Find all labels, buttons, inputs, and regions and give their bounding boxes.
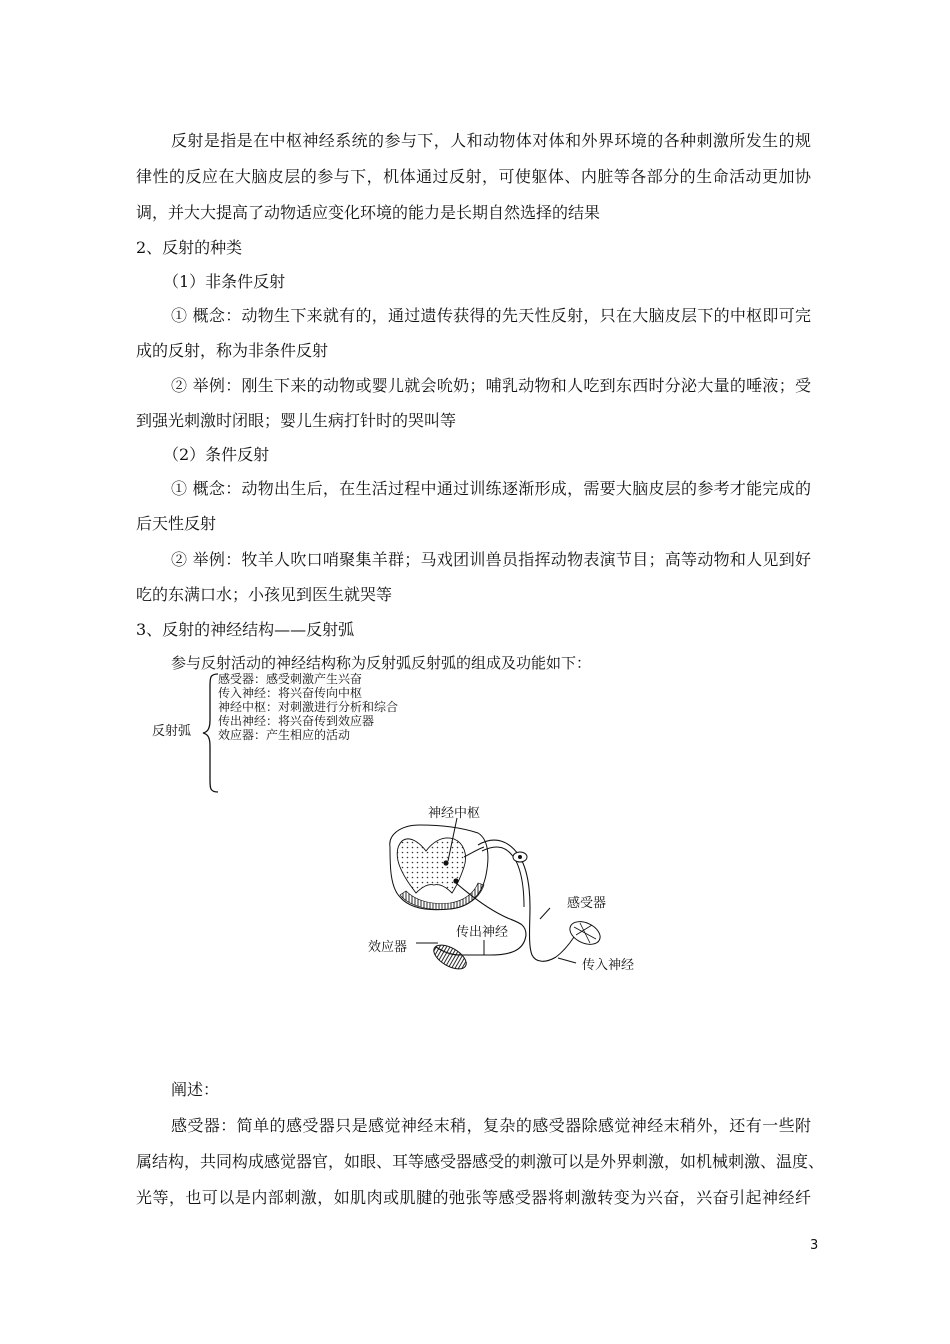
section3-heading: 3、反射的神经结构——反射弧 [136, 620, 355, 639]
cond-example-line-1: ② 举例：牧羊人吹口哨聚集羊群；马戏团训兽员指挥动物表演节目；高等动物和人见到好 [171, 550, 811, 569]
label-nerve-center: 神经中枢 [428, 806, 481, 821]
uncond-example-line-1: ② 举例：刚生下来的动物或婴儿就会吮奶；哺乳动物和人吃到东西时分泌大量的唾液；受 [171, 376, 811, 395]
elaboration-line-3: 光等，也可以是内部刺激，如肌肉或肌腱的弛张等感受器将刺激转变为兴奋，兴奋引起神经纤 [136, 1188, 811, 1207]
component-afferent: 传入神经：将兴奋传向中枢 [218, 686, 363, 700]
uncond-example-line-2: 到强光刺激时闭眼；婴儿生病打针时的哭叫等 [136, 411, 457, 430]
label-efferent: 传出神经 [456, 925, 509, 940]
elaboration-heading: 阐述： [171, 1080, 220, 1099]
component-efferent: 传出神经：将兴奋传到效应器 [218, 714, 375, 728]
cond-concept-line-2: 后天性反射 [136, 514, 217, 533]
label-afferent: 传入神经 [582, 958, 635, 973]
receptor-shape [556, 917, 604, 957]
label-receptor: 感受器 [567, 896, 607, 911]
uncond-concept-line-1: ① 概念：动物生下来就有的，通过遗传获得的先天性反射，只在大脑皮层下的中枢即可完 [171, 306, 811, 325]
intro-line-3: 调，并大大提高了动物适应变化环境的能力是长期自然选择的结果 [136, 203, 601, 222]
component-center: 神经中枢：对刺激进行分析和综合 [218, 700, 399, 714]
component-receptor: 感受器：感受刺激产生兴奋 [218, 672, 363, 686]
elaboration-line-1: 感受器：简单的感受器只是感觉神经末稍，复杂的感受器除感觉神经末稍外，还有一些附 [171, 1116, 811, 1135]
cond-concept-line-1: ① 概念：动物出生后，在生活过程中通过训练逐渐形成，需要大脑皮层的参考才能完成的 [171, 479, 811, 498]
page-number: 3 [810, 1238, 819, 1253]
effector-shape [430, 940, 470, 974]
uncond-concept-line-2: 成的反射，称为非条件反射 [136, 341, 329, 360]
brace-label: 反射弧 [152, 724, 192, 739]
cond-example-line-2: 吃的东满口水；小孩见到医生就哭等 [136, 585, 393, 604]
section3-intro: 参与反射活动的神经结构称为反射弧反射弧的组成及功能如下： [171, 654, 592, 672]
intro-line-1: 反射是指是在中枢神经系统的参与下，人和动物体对体和外界环境的各种刺激所发生的规 [171, 131, 811, 150]
label-effector: 效应器 [368, 940, 408, 955]
reflex-arc-diagram [360, 795, 660, 995]
section2-heading: 2、反射的种类 [136, 238, 243, 257]
component-effector: 效应器：产生相应的活动 [218, 728, 351, 742]
intro-line-2: 律性的反应在大脑皮层的参与下，机体通过反射，可使躯体、内脏等各部分的生命活动更加协 [136, 167, 811, 186]
cond-heading: （2）条件反射 [163, 445, 270, 464]
elaboration-line-2: 属结构，共同构成感觉器官，如眼、耳等感受器感受的刺激可以是外界刺激，如机械刺激、温度、 [136, 1152, 825, 1171]
uncond-heading: （1）非条件反射 [163, 272, 286, 291]
